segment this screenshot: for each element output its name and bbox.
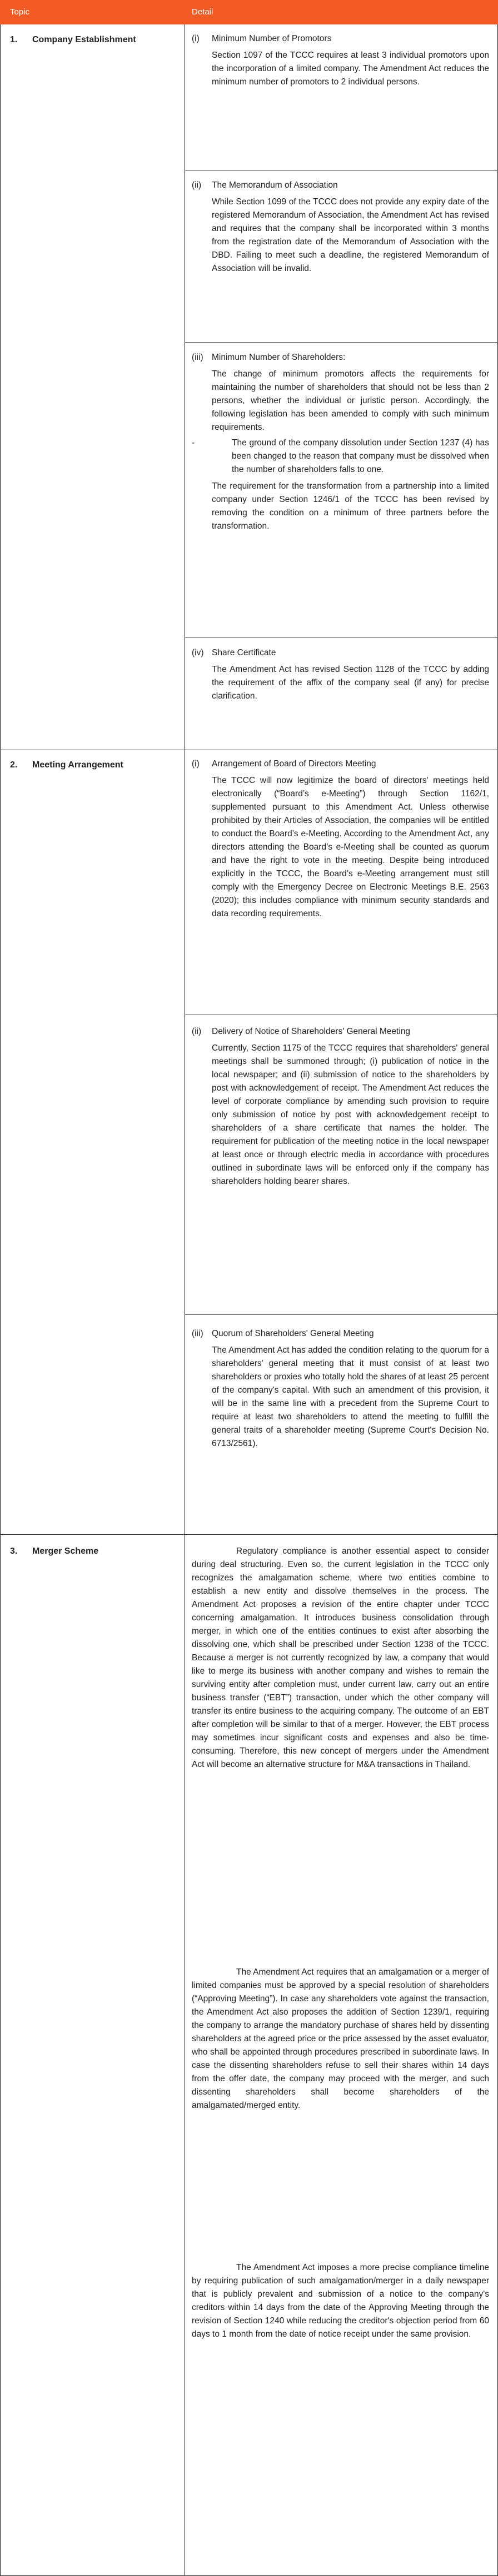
item-paragraph: The requirement for the transformation from a partnership into a limited company under Section 1246/1 of the TCCC has been revised by removing the condition on a minimum of three partners before the transformation. — [212, 481, 489, 531]
item-paragraph: The TCCC will now legitimize the board of directors' meetings held electronically (“Board’s e-Meeting”) through Section 1162/1, supplemented pursuant to this Amendment Act. Unless otherwise prohibited by their Articles of Association, the companies will be entitled to conduct the Board’s e-Meeting. According to the Amendment Act, any directors attending the Board’s e-Meeting shall be counted as quorum and have the right to vote in the meeting. Despite being introduced explicitly in the TCCC, the Board’s e-Meeting arrangement must still comply with the Emergency Decree on Electronic Meetings B.E. 2563 (2020); this includes compliance with minimum security standards and data recording requirements. — [212, 776, 489, 918]
merger-paragraph: The Amendment Act requires that an amalgamation or a merger of limited companies must be approved by a special resolution of shareholders (“Approving Meeting”). In case any shareholders vote against the transaction, the Amendment Act also proposes the addition of Section 1239/1, requiring the company to arrange the mandatory purchase of shares held by dissenting shareholders at the agreed price or the price assessed by the asset evaluator, who shall be appointed through procedures prescribed in subordinate laws. In case the dissenting shareholders refuse to sell their shares within 14 days from the offer date, the company may proceed with the merger, and such dissenting shareholders shall become shareholders of the amalgamated/merged entity. — [192, 1967, 489, 2110]
merger-text — [192, 2261, 489, 2341]
sub-divider — [185, 342, 498, 343]
item-title: Quorum of Shareholders' General Meeting — [212, 1329, 374, 1338]
merger-paragraph: Regulatory compliance is another essential aspect to consider during deal structuring. Even so, the current legislation in the TCCC only recognizes the amalgamation scheme, where two entities combine to establish a new entity and dissolve themselves in the process. The Amendment Act proposes a revision of the entire chapter under TCCC concerning amalgamation. It introduces business consolidation through merger, in which one of the entities continues to exist after absorbing the dissolving one, which shall be prescribed under Section 1238 of the TCCC. Because a merger is not currently recognized by law, a company that would like to merge its business with another company and wishes to remain the surviving entity after completion must, under current law, carry out an entire business transfer (“EBT”) transaction, under which the other company will transfer its entire business to the acquiring company. The outcome of an EBT after completion will be similar to that of a merger. However, the EBT process may sometimes incur significant costs and expenses and also be time-consuming. Therefore, this new concept of mergers under the Amendment Act will become an alternative structure for M&A transactions in Thailand. — [192, 1546, 489, 1769]
detail-item — [192, 179, 489, 275]
item-number: (iii) — [192, 1329, 203, 1338]
header-detail: Detail — [192, 7, 213, 17]
table-header — [0, 0, 498, 24]
item-number: (i) — [192, 759, 200, 769]
detail-item — [192, 351, 489, 533]
row-company-establishment — [10, 33, 160, 47]
item-title: Minimum Number of Promotors — [212, 34, 332, 43]
detail-item — [192, 757, 489, 921]
merger-paragraph: The Amendment Act imposes a more precise compliance timeline by requiring publication of such amalgamation/merger in a daily newspaper that is publicly prevalent and submission of a notice to the company's creditors within 14 days from the date of the Approving Meeting through the revision of Section 1240 while reducing the creditor's objection period from 60 days to 1 month from the date of notice receipt under the same provision. — [192, 2263, 489, 2339]
bullet-dash: - — [192, 438, 195, 448]
row-number: 2. — [10, 760, 18, 770]
row-merger-scheme — [10, 1545, 160, 1558]
item-number: (iii) — [192, 353, 203, 362]
item-number: (i) — [192, 34, 200, 43]
item-paragraph: The Amendment Act has revised Section 1128 of the TCCC by adding the requirement of the affix of the company seal (if any) for precise clarification. — [212, 665, 489, 701]
header-topic: Topic — [10, 7, 30, 17]
row-divider — [0, 1534, 498, 1535]
detail-item — [192, 1025, 489, 1188]
item-paragraph: The change of minimum promotors affects the requirements for maintaining the number of shareholders that should not be less than 2 persons, whether the individual or juristic person. Accordingly, the following legislation has been amended to comply with such minimum requirements. — [212, 369, 489, 432]
item-paragraph: While Section 1099 of the TCCC does not provide any expiry date of the registered Memorandum of Association, the Amendment Act has revised and requires that the company shall be incorporated within 3 months from the registration date of the Memorandum of Association with the DBD. Failing to meet such a deadline, the registered Memorandum of Association will be invalid. — [212, 197, 489, 273]
merger-text — [192, 1966, 489, 2112]
detail-item — [192, 1327, 489, 1450]
item-number: (iv) — [192, 648, 204, 657]
item-title: Share Certificate — [212, 648, 276, 657]
item-title: Delivery of Notice of Shareholders' General Meeting — [212, 1027, 411, 1036]
item-title: Arrangement of Board of Directors Meeting — [212, 759, 376, 769]
row-topic: Company Establishment — [32, 35, 136, 44]
item-title: The Memorandum of Association — [212, 180, 338, 190]
detail-item — [192, 646, 489, 703]
row-meeting-arrangement — [10, 759, 160, 772]
bullet-text: The ground of the company dissolution under Section 1237 (4) has been changed to the reason that company must be dissolved when the number of shareholders falls to one. — [232, 438, 489, 474]
item-paragraph: Section 1097 of the TCCC requires at least 3 individual promotors upon the incorporation of a limited company. The Amendment Act reduces the minimum number of promotors to 2 individual persons. — [212, 51, 489, 87]
item-paragraph: The Amendment Act has added the condition relating to the quorum for a shareholders' general meeting that it must consist of at least two shareholders or proxies who totally hold the shares of at least 25 percent of the company's capital. With such an amendment of this provision, it will be in the same line with a precedent from the Supreme Court to require at least two shareholders to attend the meeting to fulfill the general traits of a shareholder meeting (Supreme Court's Decision No. 6713/2561). — [212, 1345, 489, 1448]
item-number: (ii) — [192, 1027, 202, 1036]
sub-divider — [185, 170, 498, 171]
item-title: Minimum Number of Shareholders: — [212, 353, 346, 362]
row-number: 3. — [10, 1546, 18, 1556]
sub-divider — [185, 1314, 498, 1315]
sub-divider — [185, 637, 498, 638]
merger-text — [192, 1545, 489, 1771]
row-topic: Merger Scheme — [32, 1546, 99, 1556]
row-number: 1. — [10, 35, 18, 44]
item-paragraph: Currently, Section 1175 of the TCCC requires that shareholders' general meetings shall be summoned through; (i) publication of notice in the local newspaper; and (ii) submission of notice to the shareholders by post with acknowledgement of receipt. The Amendment Act reduces the level of corporate compliance by amending such provision to require only submission of notice by post with acknowledgement receipt to shareholders of a share certificate that names the holder. The requirement for publication of the meeting notice in the local newspaper at least once or through electric media in accordance with procedures outlined in subordinate laws will be enforced only if the company has shareholders holding bearer shares. — [212, 1043, 489, 1186]
table-border-left — [0, 24, 1, 2576]
detail-item — [192, 32, 489, 89]
row-topic: Meeting Arrangement — [32, 760, 123, 770]
item-number: (ii) — [192, 180, 202, 190]
